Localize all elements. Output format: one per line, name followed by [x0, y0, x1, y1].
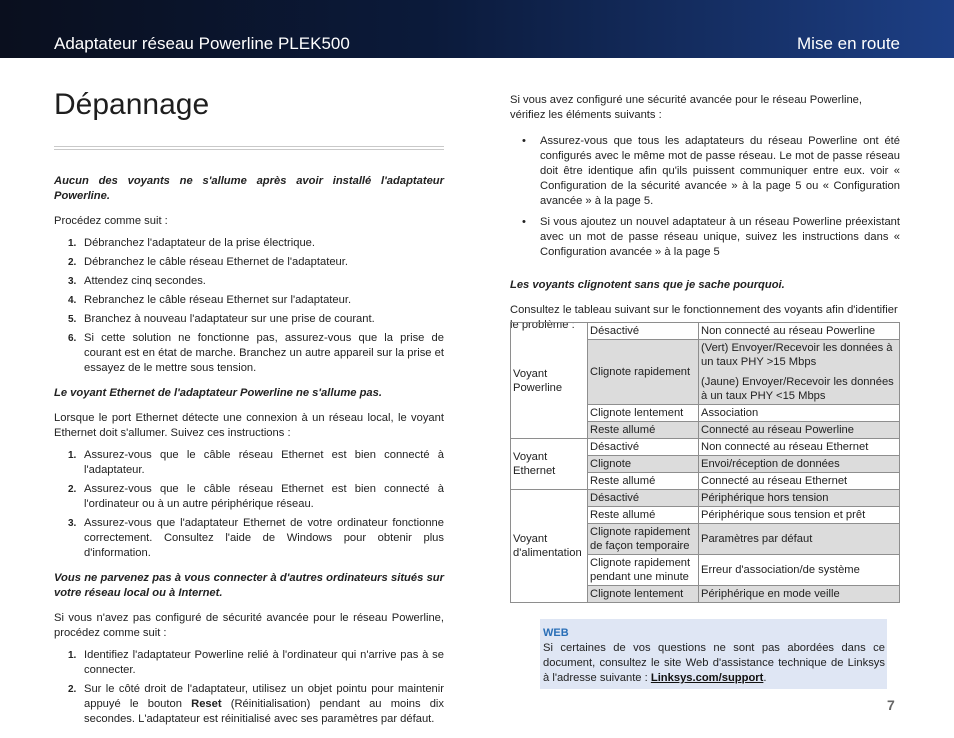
- troubleshoot-heading-ethernet-led: Le voyant Ethernet de l'adaptateur Powerline ne s'allume pas.: [54, 387, 382, 399]
- list-item: 2. Assurez-vous que le câble réseau Ethernet est bien connecté à l'ordinateur ou à un autre périphérique réseau.: [68, 483, 444, 510]
- list-item: 2. Sur le côté droit de l'adaptateur, utilisez un objet pointu pour maintenir appuyé le bouton Reset (Réinitialisation) pendant au moins dix secondes. L'adaptateur est réinitialisé avec ses paramètres par défaut.: [68, 683, 444, 725]
- table-cell-state: Désactivé: [588, 490, 699, 507]
- intro-text: Si vous avez configuré une sécurité avancée pour le réseau Powerline, vérifiez les éléments suivants :: [510, 94, 862, 121]
- table-cell-meaning: Non connecté au réseau Powerline: [699, 323, 900, 340]
- note-text: Si certaines de vos questions ne sont pas abordées dans ce document, consultez le site Web d'assistance technique de Linksys à l'adresse suivante : Linksys.com/support.: [543, 642, 885, 684]
- table-row: [511, 439, 900, 456]
- table-cell-state: Désactivé: [588, 439, 699, 456]
- list-item: 6. Si cette solution ne fonctionne pas, assurez-vous que la prise de courant est en état de marche. Branchez un autre appareil sur la prise et essayez de le mettre sous tension.: [68, 332, 444, 374]
- table-cell-state: Reste allumé: [588, 507, 699, 524]
- note-label: WEB: [543, 627, 569, 639]
- table-cell-meaning: Périphérique hors tension: [699, 490, 900, 507]
- reset-label: Reset: [191, 698, 222, 710]
- table-cell-meaning: Connecté au réseau Powerline: [699, 422, 900, 439]
- steps-list-2: [54, 448, 444, 561]
- title-rule-bottom: [54, 149, 444, 150]
- list-item: 1. Assurez-vous que le câble réseau Ethernet est bien connecté à l'adaptateur.: [68, 449, 444, 476]
- list-item: 4. Rebranchez le câble réseau Ethernet sur l'adaptateur.: [68, 294, 352, 306]
- table-cell-category: Voyant Ethernet: [511, 439, 588, 490]
- bullet-list: [510, 134, 900, 260]
- intro-text: Consultez le tableau suivant sur le fonctionnement des voyants afin d'identifier le problème :: [510, 304, 898, 331]
- troubleshoot-heading-blinking-leds: Les voyants clignotent sans que je sache pourquoi.: [510, 279, 785, 291]
- table-cell-state: Clignote lentement: [588, 586, 699, 603]
- table-cell-state: Clignote rapidement: [588, 340, 699, 405]
- list-item: 2. Débranchez le câble réseau Ethernet de l'adaptateur.: [68, 256, 348, 268]
- list-item: 3. Assurez-vous que l'adaptateur Ethernet de votre ordinateur fonctionne correctement. Consultez l'aide de Windows pour obtenir plus d'information.: [68, 517, 444, 559]
- right-column: [510, 93, 900, 340]
- table-cell-meaning: Envoi/réception de données: [699, 456, 900, 473]
- table-cell-state: Clignote: [588, 456, 699, 473]
- support-link[interactable]: Linksys.com/support: [650, 672, 764, 684]
- list-item: • Assurez-vous que tous les adaptateurs du réseau Powerline ont été configurés avec le même mot de passe réseau. Le mot de passe réseau doit être identique afin qu'ils puissent communiquer entre eux. voir « Configuration de la sécurité avancée » à la page 5 ou « Configuration avancée » à la page 5.: [522, 135, 900, 207]
- list-item: 1. Débranchez l'adaptateur de la prise électrique.: [68, 237, 315, 249]
- table-cell-state: Désactivé: [588, 323, 699, 340]
- page-header: [0, 0, 954, 58]
- table-cell-meaning: Périphérique en mode veille: [699, 586, 900, 603]
- table-row: [511, 323, 900, 340]
- left-column: [54, 174, 444, 737]
- table-cell-state: Clignote rapidement pendant une minute: [588, 555, 699, 586]
- table-cell-state: Clignote lentement: [588, 405, 699, 422]
- table-cell-state: Reste allumé: [588, 473, 699, 490]
- steps-list-1: [54, 236, 444, 376]
- troubleshoot-heading-no-connection: Vous ne parvenez pas à vous connecter à d'autres ordinateurs situés sur votre réseau local ou à Internet.: [54, 572, 444, 599]
- intro-text: Procédez comme suit :: [54, 215, 168, 227]
- table-row: [511, 490, 900, 507]
- table-cell-category: Voyant Powerline: [511, 323, 588, 439]
- web-note-box: [540, 619, 887, 689]
- table-cell-meaning: Périphérique sous tension et prêt: [699, 507, 900, 524]
- list-item: 1. Identifiez l'adaptateur Powerline relié à l'ordinateur qui n'arrive pas à se connecter.: [68, 649, 444, 676]
- table-cell-meaning: Association: [699, 405, 900, 422]
- section-title: Mise en route: [797, 34, 900, 53]
- table-cell-state: Reste allumé: [588, 422, 699, 439]
- page-title: Dépannage: [54, 88, 210, 121]
- table-cell-meaning: Paramètres par défaut: [699, 524, 900, 555]
- table-cell-category: Voyant d'alimentation: [511, 490, 588, 603]
- table-cell-meaning: Erreur d'association/de système: [699, 555, 900, 586]
- list-item: 3. Attendez cinq secondes.: [68, 275, 206, 287]
- table-cell-state: Clignote rapidement de façon temporaire: [588, 524, 699, 555]
- troubleshoot-heading-no-leds: Aucun des voyants ne s'allume après avoir installé l'adaptateur Powerline.: [54, 175, 444, 202]
- document-title: Adaptateur réseau Powerline PLEK500: [54, 34, 350, 53]
- table-cell-meaning: Non connecté au réseau Ethernet: [699, 439, 900, 456]
- title-rule-top: [54, 146, 444, 147]
- table-cell-meaning: Connecté au réseau Ethernet: [699, 473, 900, 490]
- led-status-table: [510, 322, 900, 603]
- intro-text: Si vous n'avez pas configuré de sécurité avancée pour le réseau Powerline, procédez comme suit :: [54, 612, 444, 639]
- page-number: 7: [887, 697, 895, 713]
- list-item: • Si vous ajoutez un nouvel adaptateur à un réseau Powerline préexistant avec un mot de passe réseau unique, suivez les instructions dans « Configuration avancée » à la page 5: [522, 216, 900, 258]
- table-cell-meaning: (Vert) Envoyer/Recevoir les données à un taux PHY >15 Mbps (Jaune) Envoyer/Recevoir les données à un taux PHY <15 Mbps: [699, 340, 900, 405]
- list-item: 5. Branchez à nouveau l'adaptateur sur une prise de courant.: [68, 313, 375, 325]
- intro-text: Lorsque le port Ethernet détecte une connexion à un réseau local, le voyant Ethernet doit s'allumer. Suivez ces instructions :: [54, 412, 444, 439]
- steps-list-3: [54, 648, 444, 727]
